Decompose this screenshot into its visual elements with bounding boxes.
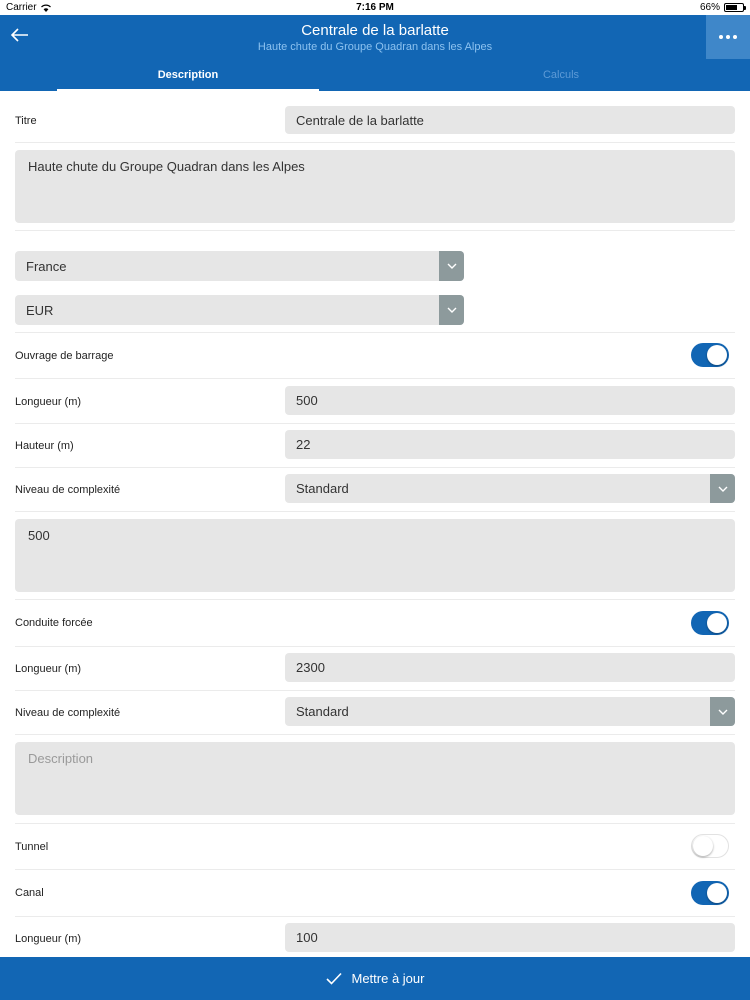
page-subtitle: Haute chute du Groupe Quadran dans les Alpes (257, 41, 493, 53)
barrage-hauteur-label: Hauteur (m) (15, 440, 74, 452)
conduite-longueur-row (15, 646, 735, 691)
battery-icon (724, 3, 744, 12)
page-title: Centrale de la barlatte (301, 22, 449, 39)
conduite-label: Conduite forcée (15, 617, 93, 629)
status-time: 7:16 PM (356, 2, 394, 13)
more-horizontal-icon (719, 35, 723, 39)
conduite-toggle[interactable] (691, 611, 729, 635)
conduite-longueur-input[interactable]: 2300 (285, 653, 735, 682)
titre-row (15, 98, 735, 143)
currency-select[interactable] (15, 295, 464, 325)
tunnel-toggle[interactable] (691, 834, 729, 858)
more-button[interactable] (706, 15, 750, 59)
canal-longueur-row (15, 916, 735, 960)
barrage-toggle[interactable] (691, 343, 729, 367)
update-button-label: Mettre à jour (351, 971, 425, 986)
barrage-hauteur-row (15, 423, 735, 468)
battery-percent: 66% (699, 2, 720, 13)
status-right (700, 2, 744, 13)
barrage-complexite-value: Standard (296, 481, 349, 496)
chevron-down-icon (439, 295, 464, 325)
conduite-complexite-select[interactable] (285, 697, 735, 726)
chevron-down-icon (710, 697, 735, 726)
barrage-complexite-label: Niveau de complexité (15, 484, 121, 496)
barrage-longueur-row (15, 379, 735, 424)
app-header (0, 15, 750, 91)
conduite-complexite-label: Niveau de complexité (15, 707, 121, 719)
titre-label: Titre (15, 115, 37, 127)
country-value: France (26, 258, 67, 274)
tab-calculs[interactable]: Calculs (542, 69, 580, 81)
currency-value: EUR (26, 302, 54, 318)
chevron-down-icon (710, 474, 735, 503)
barrage-longueur-label: Longueur (m) (15, 396, 82, 408)
carrier-label: Carrier (6, 2, 37, 13)
canal-toggle[interactable] (691, 881, 729, 905)
barrage-row (15, 333, 735, 379)
description-textarea[interactable]: Haute chute du Groupe Quadran dans les Alpes (15, 150, 735, 223)
canal-longueur-label: Longueur (m) (15, 933, 82, 945)
description-row (15, 142, 735, 231)
barrage-complexite-select[interactable] (285, 474, 735, 503)
canal-longueur-input[interactable]: 100 (285, 923, 735, 952)
conduite-complexite-row (15, 690, 735, 735)
chevron-down-icon (439, 251, 464, 281)
conduite-complexite-value: Standard (296, 704, 349, 719)
barrage-longueur-input[interactable]: 500 (285, 386, 735, 415)
country-select[interactable] (15, 251, 464, 281)
barrage-complexite-row (15, 467, 735, 512)
tunnel-row (15, 824, 735, 870)
checkmark-icon (326, 972, 342, 985)
canal-row (15, 870, 735, 917)
conduite-description-textarea[interactable]: Description (15, 742, 735, 815)
barrage-notes-textarea[interactable]: 500 (15, 519, 735, 592)
titre-input[interactable]: Centrale de la barlatte (285, 106, 735, 134)
tab-description[interactable]: Description (57, 67, 319, 91)
update-button[interactable] (0, 957, 750, 1000)
status-bar (0, 0, 750, 15)
barrage-hauteur-input[interactable]: 22 (285, 430, 735, 459)
canal-label: Canal (15, 887, 44, 899)
tunnel-label: Tunnel (15, 841, 49, 853)
tab-bar (0, 67, 750, 91)
barrage-label: Ouvrage de barrage (15, 350, 114, 362)
conduite-row (15, 600, 735, 647)
conduite-longueur-label: Longueur (m) (15, 663, 82, 675)
